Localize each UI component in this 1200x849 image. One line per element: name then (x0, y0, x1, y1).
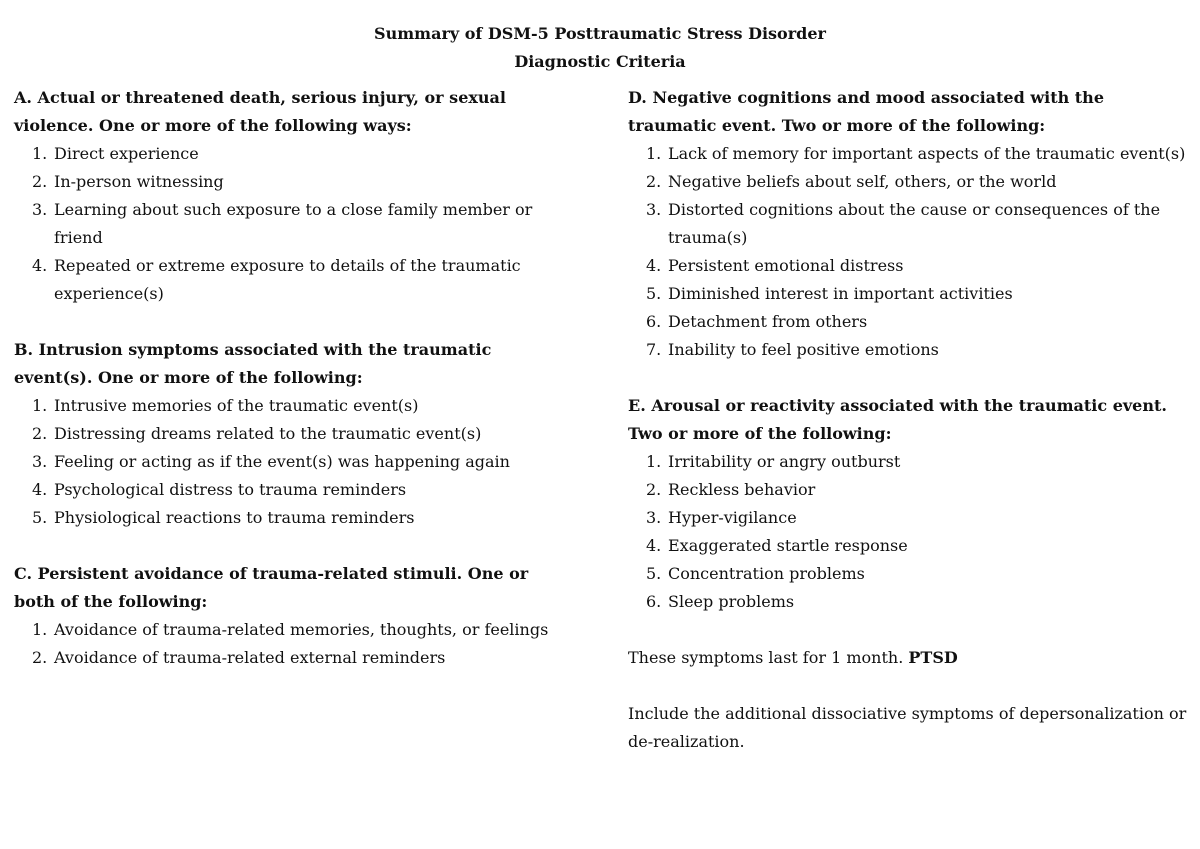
item-text: Detachment from others (668, 312, 868, 331)
item-text: Direct experience (54, 144, 199, 163)
criterion-b-section (14, 336, 574, 532)
list-item (32, 448, 574, 476)
list-item (646, 252, 1193, 280)
criterion-c-list (14, 616, 574, 672)
list-item (646, 448, 1193, 476)
list-item (32, 504, 574, 532)
criterion-a-list (14, 140, 574, 308)
list-item (646, 476, 1193, 504)
list-item (646, 140, 1193, 168)
item-number: 4. (32, 480, 48, 499)
ptsd-label: PTSD (908, 648, 958, 667)
document-title-line-1: Summary of DSM-5 Posttraumatic Stress Disorder (374, 24, 826, 43)
list-item (646, 308, 1193, 336)
item-number: 5. (32, 508, 48, 527)
list-item (32, 420, 574, 448)
criterion-e-heading: E. Arousal or reactivity associated with the traumatic event. Two or more of the following: (628, 396, 1167, 443)
item-text: Avoidance of trauma-related memories, thoughts, or feelings (54, 620, 549, 639)
list-item (32, 644, 574, 672)
item-text: Intrusive memories of the traumatic event(s) (54, 396, 419, 415)
list-item (646, 504, 1193, 532)
item-text: Repeated or extreme exposure to details of the traumatic experience(s) (54, 256, 521, 303)
list-item (32, 392, 574, 420)
item-number: 2. (32, 172, 48, 191)
list-item (32, 476, 574, 504)
item-text: Persistent emotional distress (668, 256, 904, 275)
item-text: Lack of memory for important aspects of the traumatic event(s) (668, 144, 1186, 163)
item-number: 1. (32, 396, 48, 415)
criterion-c-section (14, 560, 574, 672)
item-text: Learning about such exposure to a close family member or friend (54, 200, 533, 247)
item-number: 2. (646, 172, 662, 191)
item-text: Sleep problems (668, 592, 795, 611)
criterion-d-heading: D. Negative cognitions and mood associated with the traumatic event. Two or more of the following: (628, 88, 1104, 135)
criterion-a-heading: A. Actual or threatened death, serious injury, or sexual violence. One or more of the following ways: (14, 88, 506, 135)
item-number: 5. (646, 564, 662, 583)
list-item (32, 140, 574, 168)
item-text: Distorted cognitions about the cause or consequences of the trauma(s) (668, 200, 1161, 247)
item-text: In-person witnessing (54, 172, 224, 191)
item-number: 1. (32, 144, 48, 163)
list-item (32, 168, 574, 196)
criterion-d-section (628, 84, 1193, 364)
item-number: 3. (646, 508, 662, 527)
item-number: 5. (646, 284, 662, 303)
item-number: 2. (32, 648, 48, 667)
item-text: Psychological distress to trauma reminders (54, 480, 407, 499)
list-item (646, 560, 1193, 588)
item-text: Diminished interest in important activities (668, 284, 1013, 303)
list-item (32, 196, 574, 252)
criterion-b-heading: B. Intrusion symptoms associated with the traumatic event(s). One or more of the following: (14, 340, 492, 387)
item-number: 6. (646, 312, 662, 331)
criterion-c-heading: C. Persistent avoidance of trauma-related stimuli. One or both of the following: (14, 564, 529, 611)
criterion-e-list (628, 448, 1193, 616)
item-text: Reckless behavior (668, 480, 816, 499)
item-number: 2. (646, 480, 662, 499)
list-item (32, 252, 574, 308)
criterion-d-list (628, 140, 1193, 364)
list-item (646, 336, 1193, 364)
criterion-a-section (14, 84, 574, 308)
item-number: 3. (32, 200, 48, 219)
item-text: Negative beliefs about self, others, or the world (668, 172, 1057, 191)
item-number: 2. (32, 424, 48, 443)
right-column (628, 84, 1193, 784)
item-text: Exaggerated startle response (668, 536, 908, 555)
list-item (646, 196, 1193, 252)
item-text: Feeling or acting as if the event(s) was happening again (54, 452, 510, 471)
item-number: 3. (646, 200, 662, 219)
criterion-b-list (14, 392, 574, 532)
item-text: Inability to feel positive emotions (668, 340, 939, 359)
list-item (646, 532, 1193, 560)
left-column (14, 84, 574, 700)
item-text: Physiological reactions to trauma reminders (54, 508, 415, 527)
item-number: 6. (646, 592, 662, 611)
duration-note-text: These symptoms last for 1 month. (628, 648, 904, 667)
document-title-line-2: Diagnostic Criteria (514, 52, 686, 71)
criterion-e-section (628, 392, 1193, 616)
duration-note (628, 644, 1193, 672)
dissociative-note: Include the additional dissociative symptoms of depersonalization or de-realization. (628, 704, 1187, 751)
item-text: Distressing dreams related to the traumatic event(s) (54, 424, 482, 443)
item-number: 1. (646, 452, 662, 471)
item-number: 3. (32, 452, 48, 471)
item-number: 4. (646, 256, 662, 275)
item-text: Hyper-vigilance (668, 508, 797, 527)
item-text: Concentration problems (668, 564, 865, 583)
item-text: Avoidance of trauma-related external reminders (54, 648, 446, 667)
list-item (32, 616, 574, 644)
item-number: 1. (646, 144, 662, 163)
item-number: 4. (646, 536, 662, 555)
item-text: Irritability or angry outburst (668, 452, 901, 471)
list-item (646, 168, 1193, 196)
document-title (0, 20, 1200, 76)
list-item (646, 280, 1193, 308)
item-number: 1. (32, 620, 48, 639)
item-number: 7. (646, 340, 662, 359)
list-item (646, 588, 1193, 616)
item-number: 4. (32, 256, 48, 275)
